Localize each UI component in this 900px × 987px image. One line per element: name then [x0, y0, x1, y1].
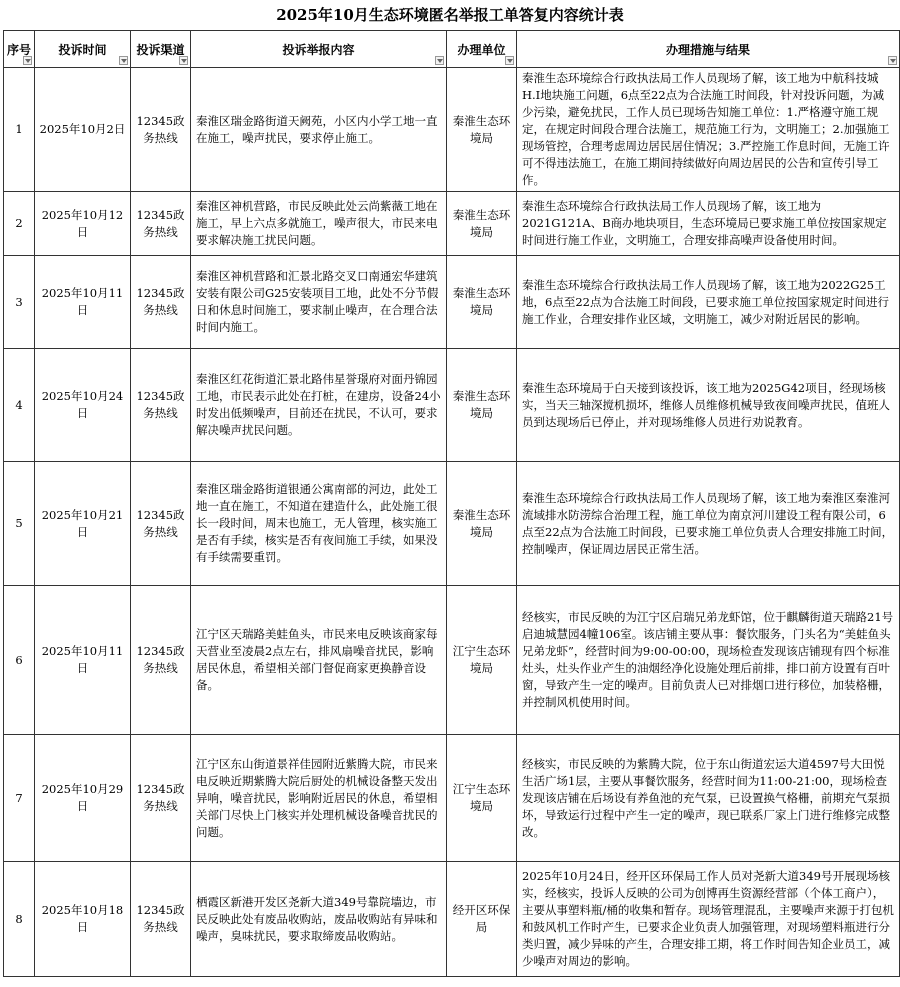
complaint-table: [3, 30, 900, 977]
table-row: [4, 68, 900, 192]
filter-dropdown-icon[interactable]: [179, 56, 188, 65]
header-result: 办理措施与结果: [517, 31, 900, 68]
row-channel: 12345政务热线: [131, 735, 191, 862]
table-row: [4, 735, 900, 862]
table-row: [4, 349, 900, 462]
row-no: 7: [4, 735, 35, 862]
filter-dropdown-icon[interactable]: [435, 56, 444, 65]
row-unit: 经开区环保局: [447, 862, 517, 977]
row-content: 江宁区天瑞路美蛙鱼头，市民来电反映该商家每天营业至凌晨2点左右，排风扇噪音扰民，影响居民休息，希望相关部门督促商家更换静音设备。: [191, 586, 447, 735]
row-content: 秦淮区瑞金路街道银通公寓南部的河边，此处工地一直在施工，不知道在建造什么，此处施工很长一段时间，周末也施工，无人管理，核实施工是否有手续，核实是否有夜间施工手续，如果没有手续需要重罚。: [191, 462, 447, 586]
row-no: 5: [4, 462, 35, 586]
filter-dropdown-icon[interactable]: [119, 56, 128, 65]
row-channel: 12345政务热线: [131, 462, 191, 586]
table-row: [4, 256, 900, 349]
row-channel: 12345政务热线: [131, 68, 191, 192]
row-no: 8: [4, 862, 35, 977]
table-row: [4, 462, 900, 586]
row-unit: 秦淮生态环境局: [447, 192, 517, 256]
row-no: 2: [4, 192, 35, 256]
row-no: 1: [4, 68, 35, 192]
filter-dropdown-icon[interactable]: [888, 56, 897, 65]
row-result: 秦淮生态环境综合行政执法局工作人员现场了解，该工地为秦淮区秦淮河流域排水防涝综合治理工程，施工单位为南京河川建设工程有限公司，6点至22点为合法施工时间段，已要求施工单位负责人合理安排施工时间，控制噪声，保证周边居民正常生活。: [517, 462, 900, 586]
row-unit: 秦淮生态环境局: [447, 349, 517, 462]
row-date: 2025年10月18日: [35, 862, 131, 977]
row-unit: 秦淮生态环境局: [447, 256, 517, 349]
row-date: 2025年10月12日: [35, 192, 131, 256]
row-content: 江宁区东山街道景祥佳园附近紫腾大院，市民来电反映近期紫腾大院后厨处的机械设备整天发出异响，噪音扰民，影响附近居民的休息，希望相关部门尽快上门核实并处理机械设备噪音扰民的问题。: [191, 735, 447, 862]
row-result: 秦淮生态环境综合行政执法局工作人员现场了解，该工地为2022G25工地，6点至22点为合法施工时间段，已要求施工单位按国家规定时间进行施工作业，合理安排作业区域，文明施工，减少对附近居民的影响。: [517, 256, 900, 349]
table-title: 2025年10月生态环境匿名举报工单答复内容统计表: [276, 6, 624, 24]
row-content: 秦淮区神机营路和汇景北路交叉口南通宏华建筑安装有限公司G25安装项目工地，此处不分节假日和休息时间施工，要求制止噪声，在合理合法时间内施工。: [191, 256, 447, 349]
row-date: 2025年10月2日: [35, 68, 131, 192]
row-channel: 12345政务热线: [131, 256, 191, 349]
header-row: [4, 31, 900, 68]
row-date: 2025年10月21日: [35, 462, 131, 586]
row-channel: 12345政务热线: [131, 862, 191, 977]
row-no: 3: [4, 256, 35, 349]
row-result: 秦淮生态环境综合行政执法局工作人员现场了解，该工地为中航科技城H.I地块施工问题，6点至22点为合法施工时间段，针对投诉问题，为减少污染，避免扰民，工作人员已现场告知施工单位：1.严格遵守施工规定，在规定时间段合理合法施工，规范施工行为，文明施工；2.加强施工现场管控，合理考虑周边居民居住情况；3.严控施工作息时间，无施工许可不得违法施工，在施工期间持续做好向周边居民的公告和宣传引导工作。: [517, 68, 900, 192]
row-no: 6: [4, 586, 35, 735]
row-content: 栖霞区新港开发区尧新大道349号靠院墙边，市民反映此处有废品收购站，废品收购站有异味和噪声，臭味扰民，要求取缔废品收购站。: [191, 862, 447, 977]
row-channel: 12345政务热线: [131, 192, 191, 256]
row-date: 2025年10月11日: [35, 586, 131, 735]
header-date: 投诉时间: [35, 31, 131, 68]
row-unit: 秦淮生态环境局: [447, 68, 517, 192]
filter-dropdown-icon[interactable]: [23, 56, 32, 65]
row-result: 秦淮生态环境局于白天接到该投诉，该工地为2025G42项目，经现场核实，当天三轴深搅机损坏，维修人员维修机械导致夜间噪声扰民，值班人员到达现场后已停止，并对现场维修人员进行劝说教育。: [517, 349, 900, 462]
row-date: 2025年10月24日: [35, 349, 131, 462]
row-result: 经核实，市民反映的为江宁区启瑞兄弟龙虾馆，位于麒麟街道天瑞路21号启迪城慧园4幢106室。该店铺主要从事：餐饮服务，门头名为“美蛙鱼头兄弟龙虾”，经营时间为9:00-00:00，现场检查发现该店铺现有四个标准灶头，灶头作业产生的油烟经净化设施处理后前排，排口前方设置有百叶窗，导致产生一定的噪声。目前负责人已对排烟口进行移位，加装格栅，并控制风机使用时间。: [517, 586, 900, 735]
row-date: 2025年10月11日: [35, 256, 131, 349]
table-row: [4, 586, 900, 735]
row-content: 秦淮区红花街道汇景北路伟星誉璟府对面丹锦园工地，市民表示此处在打桩，在建房，设备24小时发出低频噪声，目前还在扰民，不认可，要求解决噪声扰民问题。: [191, 349, 447, 462]
header-no: 序号: [4, 31, 35, 68]
row-channel: 12345政务热线: [131, 586, 191, 735]
header-content: 投诉举报内容: [191, 31, 447, 68]
row-channel: 12345政务热线: [131, 349, 191, 462]
row-content: 秦淮区神机营路，市民反映此处云尚紫薇工地在施工，早上六点多就施工，噪声很大，市民来电要求解决施工扰民问题。: [191, 192, 447, 256]
header-unit: 办理单位: [447, 31, 517, 68]
row-result: 2025年10月24日，经开区环保局工作人员对尧新大道349号开展现场核实，经核实，投诉人反映的公司为创博再生资源经营部（个体工商户），主要从事塑料瓶/桶的收集和暂存。现场管理混乱，主要噪声来源于打包机和鼓风机工作时产生，已要求企业负责人加强管理，对现场塑料瓶进行分类归置，减少异味的产生，合理安排工期，将工作时间告知企业员工，减少噪声对周边的影响。: [517, 862, 900, 977]
header-channel: 投诉渠道: [131, 31, 191, 68]
row-result: 秦淮生态环境综合行政执法局工作人员现场了解，该工地为2021G121A、B商办地块项目，生态环境局已要求施工单位按国家规定时间进行施工作业，文明施工，合理安排高噪声设备使用时间。: [517, 192, 900, 256]
table-row: [4, 192, 900, 256]
row-result: 经核实，市民反映的为紫腾大院，位于东山街道宏运大道4597号大田悦生活广场1层，主要从事餐饮服务，经营时间为11:00-21:00，现场检查发现该店铺在后场设有养鱼池的充气泵，已设置换气格栅，前期充气泵损坏，导致运行过程中产生一定的噪声，现已联系厂家上门进行维修完成整改。: [517, 735, 900, 862]
row-no: 4: [4, 349, 35, 462]
row-unit: 江宁生态环境局: [447, 586, 517, 735]
table-row: [4, 862, 900, 977]
row-date: 2025年10月29日: [35, 735, 131, 862]
row-content: 秦淮区瑞金路街道天阙苑，小区内小学工地一直在施工，噪声扰民，要求停止施工。: [191, 68, 447, 192]
row-unit: 江宁生态环境局: [447, 735, 517, 862]
filter-dropdown-icon[interactable]: [505, 56, 514, 65]
row-unit: 秦淮生态环境局: [447, 462, 517, 586]
